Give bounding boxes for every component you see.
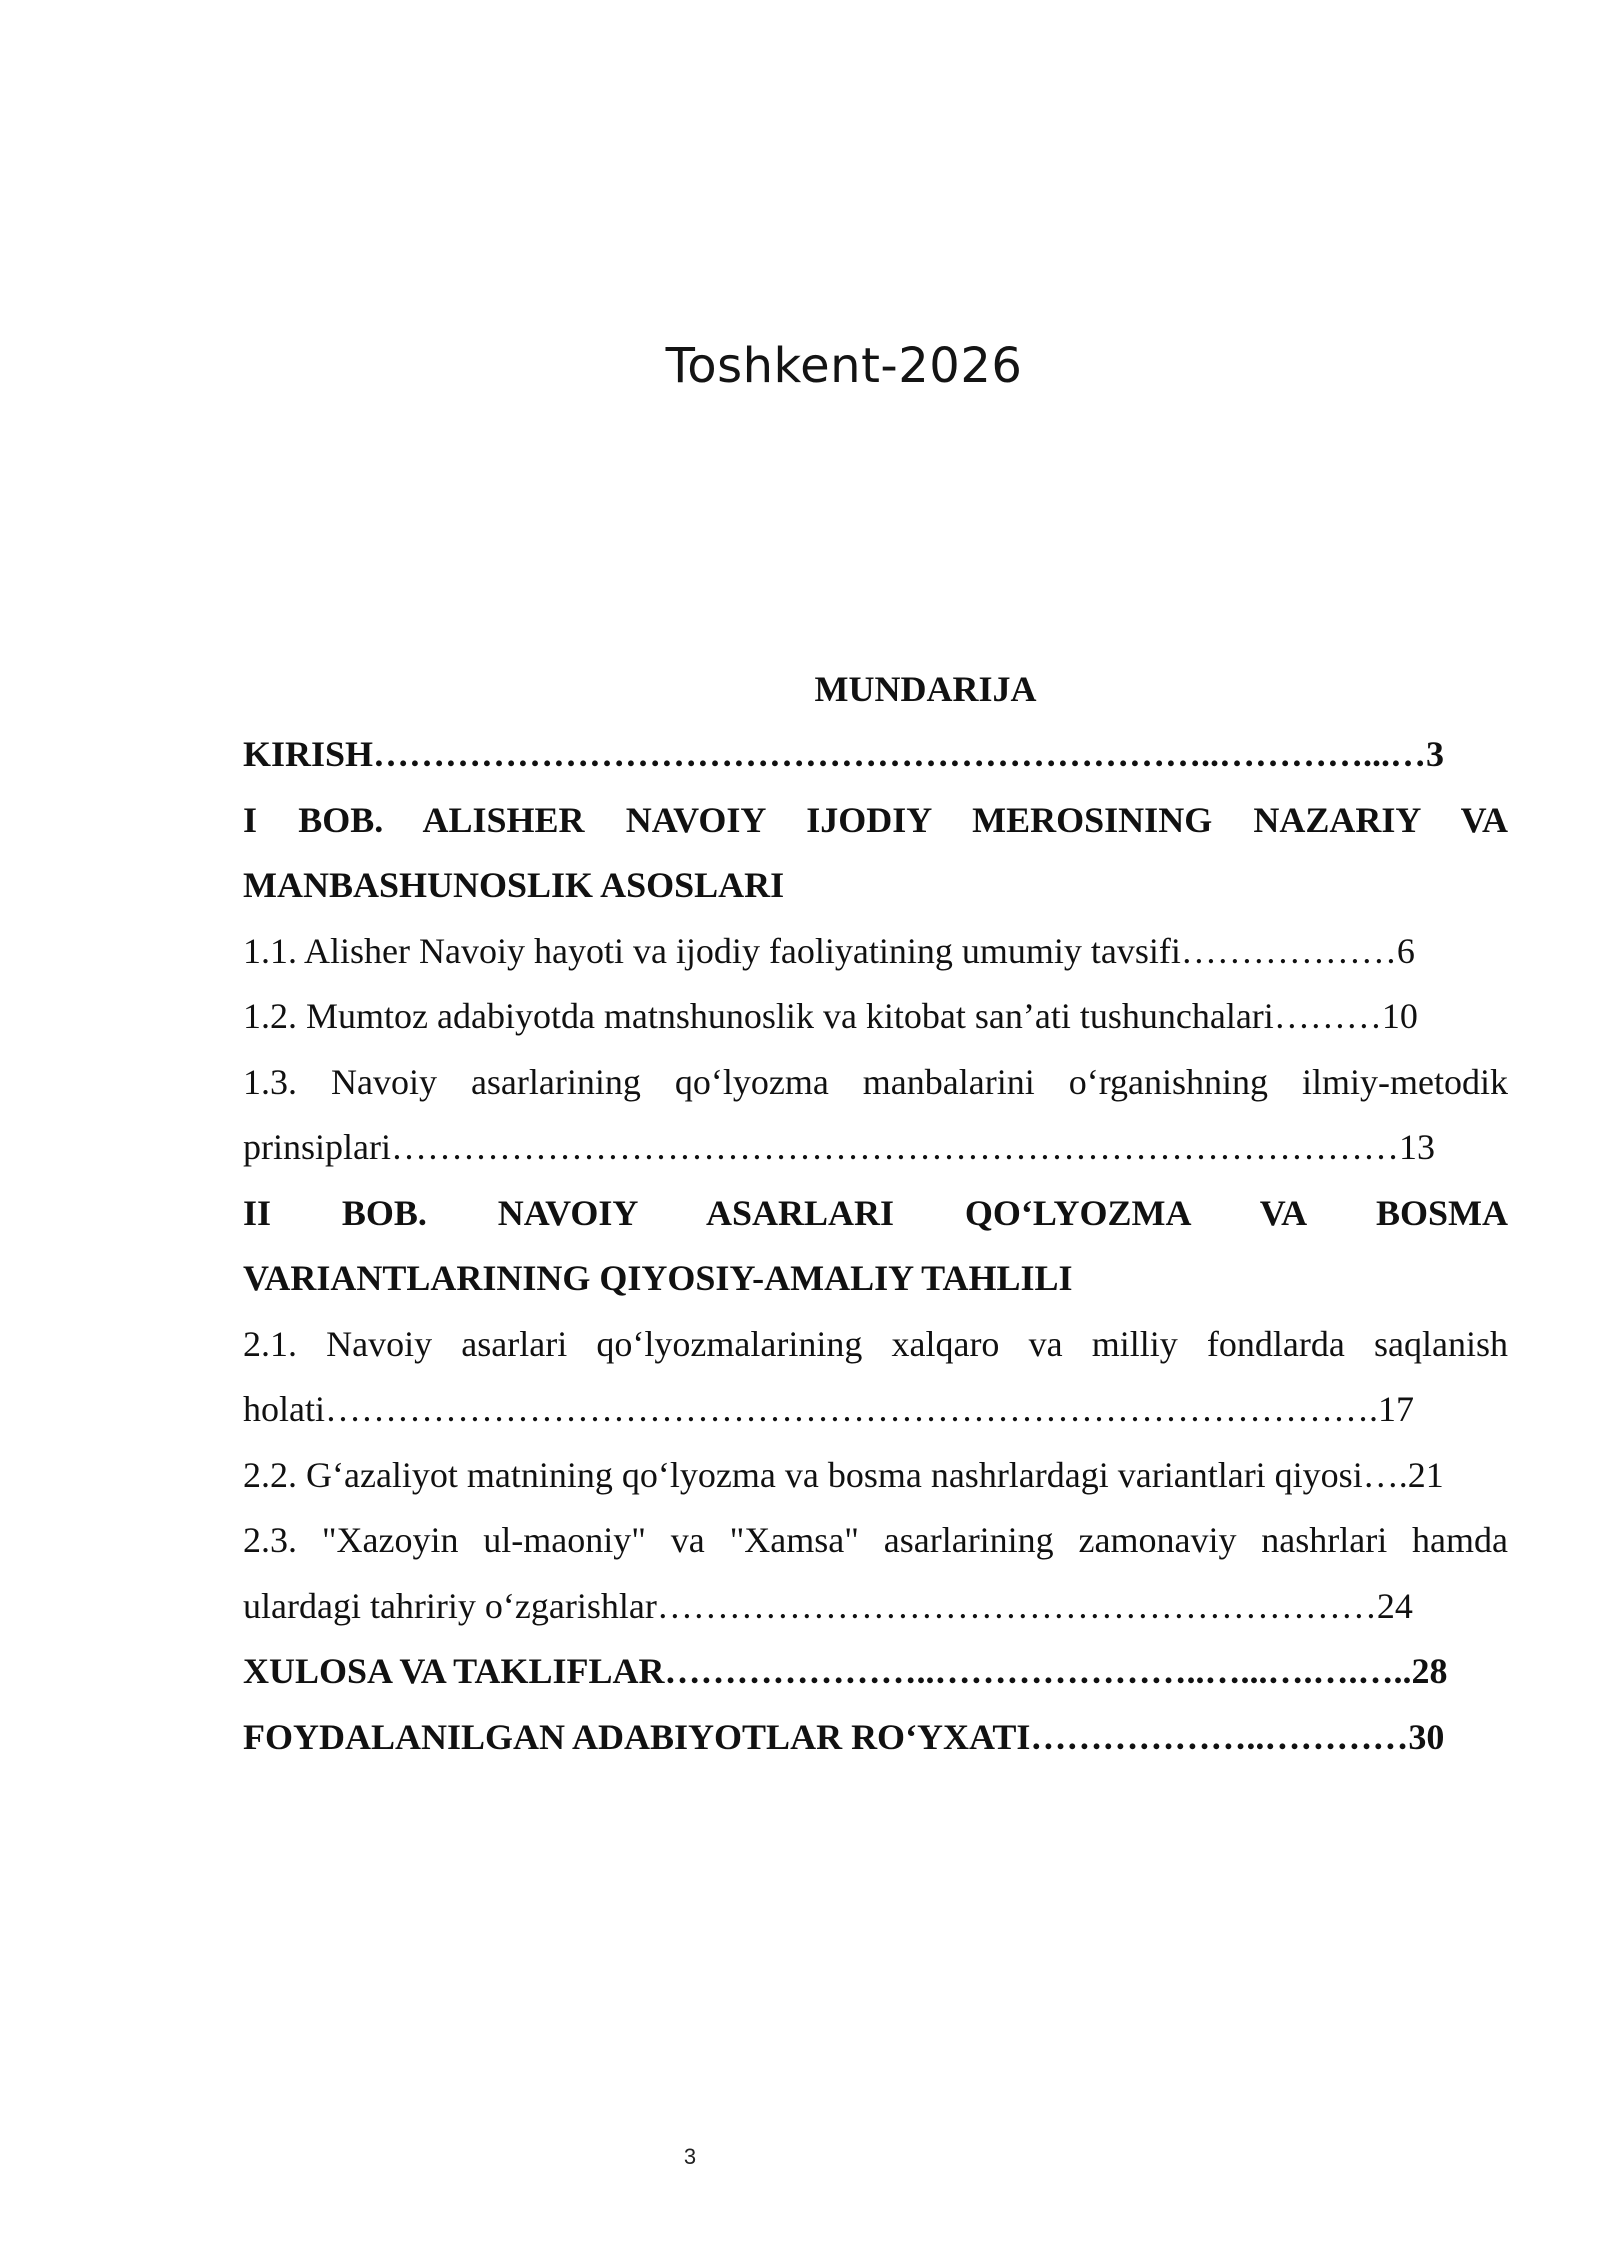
toc-leader-dots: …………………..…………………..…...….….….. [664, 1651, 1412, 1691]
toc-leader-dots: …. [1362, 1454, 1408, 1495]
toc-entry-text: 1.2. Mumtoz adabiyotda matnshunoslik va kitobat san’ati tushunchalari [243, 996, 1274, 1036]
toc-page-number: 13 [1398, 1127, 1435, 1167]
toc-entry-text: prinsiplari [243, 1127, 391, 1167]
toc-entry-1-2[interactable] [243, 984, 1508, 1050]
toc-entry-text: FOYDALANILGAN ADABIYOTLAR RO‘YXATI [243, 1716, 1031, 1757]
toc-entry-xulosa[interactable] [243, 1639, 1508, 1705]
toc-leader-dots: ………………..………… [1030, 1716, 1409, 1757]
toc-entry-adabiyotlar[interactable] [243, 1705, 1508, 1771]
toc-page-number: 28 [1411, 1651, 1448, 1691]
toc-page-number: 21 [1407, 1454, 1444, 1495]
toc-entry-text: holati [243, 1389, 325, 1429]
toc-entry-text: 1.1. Alisher Navoiy hayoti va ijodiy faoliyatining umumiy tavsifi [243, 930, 1181, 971]
toc-entry-kirish[interactable] [243, 722, 1508, 788]
toc-entry-text: VARIANTLARINING QIYOSIY-AMALIY TAHLILI [243, 1258, 1073, 1298]
toc-page-number: 17 [1377, 1389, 1414, 1429]
toc-entry-2-1-line2[interactable] [243, 1377, 1508, 1443]
toc-page-number: 3 [1426, 734, 1445, 774]
toc-page-number: 10 [1381, 996, 1418, 1036]
toc-entry-2-3-line2[interactable] [243, 1574, 1508, 1640]
toc-chapter-1-heading-line2[interactable] [243, 853, 1508, 919]
toc-leader-dots: ……………… [1180, 930, 1397, 971]
toc-entry-text: XULOSA VA TAKLIFLAR [243, 1651, 665, 1691]
toc-leader-dots: ……… [1273, 996, 1382, 1036]
page-number: 3 [683, 2144, 697, 2169]
table-of-contents [243, 656, 1508, 1770]
toc-leader-dots: ……………………………………………………………..…………...… [373, 734, 1427, 774]
toc-page-number: 6 [1396, 930, 1415, 971]
toc-page-number: 24 [1376, 1585, 1413, 1626]
toc-entry-text: 2.2. G‘azaliyot matnining qo‘lyozma va bosma nashrlardagi variantlari qiyosi [243, 1454, 1363, 1495]
toc-title: MUNDARIJA [814, 669, 1037, 709]
toc-entry-2-3-line1[interactable]: 2.3. "Xazoyin ul-maoniy" va "Xamsa" asarlarining zamonaviy nashrlari hamda [243, 1520, 1508, 1560]
toc-chapter-2-heading-line1[interactable]: II BOB. NAVOIY ASARLARI QO‘LYOZMA VA BOSMA [243, 1192, 1508, 1233]
toc-entry-2-2[interactable] [243, 1443, 1508, 1509]
toc-entry-2-1-line1[interactable]: 2.1. Navoiy asarlari qo‘lyozmalarining xalqaro va milliy fondlarda saqlanish [243, 1323, 1508, 1364]
city-year: Toshkent-2026 [665, 338, 1023, 394]
toc-chapter-1-heading-line1[interactable]: I BOB. ALISHER NAVOIY IJODIY MEROSINING NAZARIY VA [243, 799, 1508, 840]
toc-leader-dots: ………………………………………………………………………… [390, 1127, 1399, 1167]
toc-entry-1-1[interactable] [243, 919, 1508, 985]
toc-leader-dots: ……………………………………………………………………………. [324, 1389, 1378, 1429]
toc-chapter-2-heading-line2[interactable] [243, 1246, 1508, 1312]
toc-entry-text: KIRISH [243, 734, 374, 774]
toc-entry-1-3-line2[interactable] [243, 1115, 1508, 1181]
toc-leader-dots: …………………………………………………… [656, 1585, 1377, 1626]
toc-entry-text: MANBASHUNOSLIK ASOSLARI [243, 865, 785, 905]
toc-entry-1-3-line1[interactable]: 1.3. Navoiy asarlarining qo‘lyozma manbalarini o‘rganishning ilmiy-metodik [243, 1061, 1508, 1102]
toc-page-number: 30 [1408, 1716, 1445, 1757]
toc-entry-text: ulardagi tahririy o‘zgarishlar [243, 1585, 657, 1626]
